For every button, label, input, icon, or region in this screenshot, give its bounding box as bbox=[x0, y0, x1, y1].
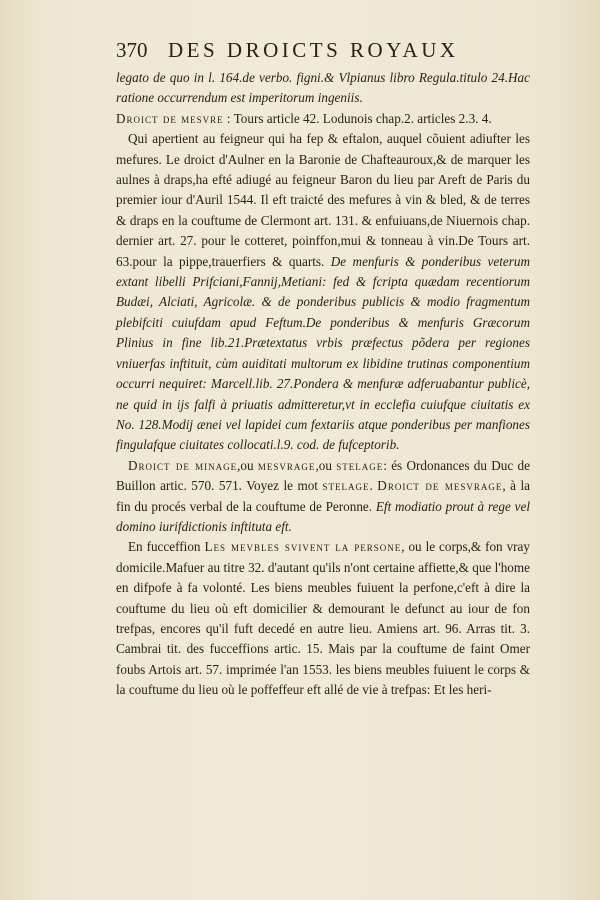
page-body bbox=[116, 68, 530, 701]
text-segment: , ou le corps,& fon vray domicile.Mafuer au titre 32. d'autant qu'ils n'ont certaine affiette,& que l'home en difpofe à fa volonté. Les biens meubles fuiuent la perfone,c'eft à dire la couftume du lieu où eft domicilier & demourant le defunct au iour de fon trefpas, encores qu'il fuft decedé en autre lieu. Amiens art. 96. Arras tit. 3. Cambrai tit. des fucceffions artic. 15. Mais par la couftume de faint Omer foubs Artois art. 57. imprimée l'an 1553. les biens meubles fuiuent le corps & la couftume du lieu où le poffeffeur eft allé de vie à trefpas: Et les heri- bbox=[116, 539, 531, 698]
text-segment: Les mevbles svivent la persone bbox=[204, 539, 402, 555]
paragraph bbox=[116, 68, 530, 109]
text-segment: Eft modiatio prout à rege vel domino iurifdictionis inftituta eft. bbox=[116, 498, 530, 534]
text-segment: : és Ordonances du Duc de Buillon artic. 570. 571. Voyez le mot bbox=[116, 457, 530, 494]
text-segment: stelage bbox=[336, 457, 384, 473]
text-segment: , à la fin du procés verbal de la couftume de Peronne. bbox=[116, 478, 531, 514]
text-segment: legato de quo in l. 164.de verbo. figni.& Vlpianus libro Regula.titulo 24.Hac ratione occurrendum est imperitorum ingeniis. bbox=[116, 70, 530, 106]
paragraph bbox=[116, 109, 530, 129]
paragraph bbox=[116, 456, 530, 538]
text-segment: mesvrage bbox=[257, 457, 316, 473]
paragraph bbox=[116, 537, 530, 700]
text-segment: Qui apertient au feigneur qui ha fep & eftalon, auquel cõuient adiufter les mefures. Le droict d'Aulner en la Baronie de Chafteauroux,& de marquer les aulnes à draps,ha efté adiugé au feigneur Baron du lieu par Areft de Paris du premier iour d'Auril 1544. Il eft traicté des mefures à vin & bled, & de terres & draps en la couftume de Clermont art. 131. & enfuiuans,de Niuernois chap. dernier art. 27. pour le cotteret, poinffon,mui & tonneau à vin.De Tours art. 63.pour la pippe,trauerfiers & quarts. bbox=[116, 131, 530, 269]
text-segment: Droict de mesvre bbox=[116, 110, 224, 126]
text-segment: ,ou bbox=[315, 457, 337, 473]
running-title: DES DROICTS ROYAUX bbox=[168, 38, 459, 62]
text-segment: . bbox=[369, 478, 378, 494]
page-number: 370 bbox=[116, 38, 148, 62]
text-segment: stelage bbox=[322, 478, 370, 494]
text-segment: Droict de mesvrage bbox=[377, 478, 503, 494]
text-segment: Droict de minage bbox=[128, 457, 238, 473]
paragraph bbox=[116, 129, 530, 456]
running-header bbox=[116, 38, 516, 66]
text-segment: : Tours article 42. Lodunois chap.2. articles 2.3. 4. bbox=[223, 110, 492, 126]
text-segment: ,ou bbox=[237, 457, 258, 473]
text-segment: De menfuris & ponderibus veterum extant libelli Prifciani,Fannij,Metiani: fed & fcripta quædam recentiorum Budæi, Alciati, Agricolæ. & de ponderibus publicis & modio fragmentum plebifciti cuiufdam apud Feftum.De ponderibus & menfuris Græcorum Plinius in fine lib.21.Prætextatus vrbis præfectus põdera per regiones vniuerfas inftituit, cùm auiditati multorum ex libidine trutinas componentium occurri nequiret: Marcell.lib. 27.Pondera & menfuræ adferuabantur publicè, ne quid in ijs falfi à priuatis admitteretur,vt in ecclefia cuiufque ciuitatis ex No. 128.Modij ænei vel lapidei cum fextariis atque ponderibus per manfiones fingulafque ciuitates collocati.l.9. cod. de fufceptorib. bbox=[116, 253, 530, 453]
text-segment: En fucceffion bbox=[128, 539, 205, 555]
